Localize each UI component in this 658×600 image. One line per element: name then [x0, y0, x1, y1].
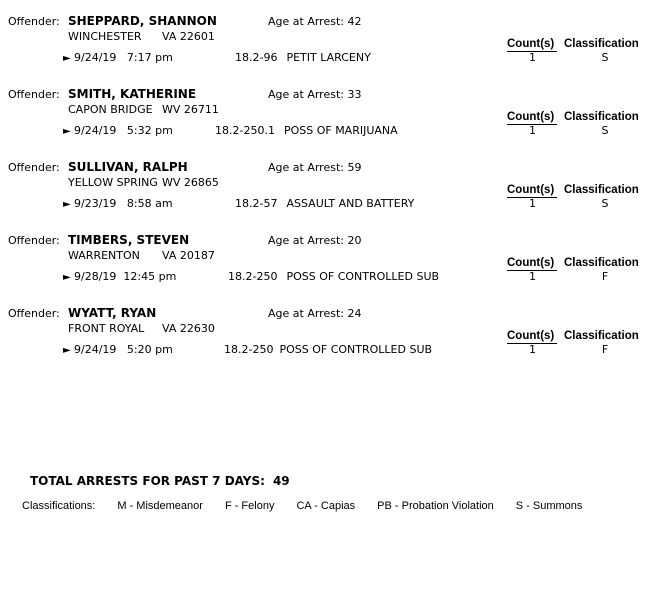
offender-city: YELLOW SPRING	[68, 176, 158, 189]
legend-item: S - Summons	[515, 500, 583, 512]
offender-state-zip: VA 22630	[162, 322, 215, 335]
counts-column-header: Count(s)	[507, 256, 557, 271]
charge-line	[228, 270, 439, 284]
classification-column-header: Classification	[564, 111, 639, 123]
charge-code: 18.2-96	[235, 51, 278, 64]
charge-line	[235, 51, 371, 65]
charge-description: POSS OF CONTROLLED SUB	[286, 270, 440, 283]
classification-value: F	[601, 343, 609, 356]
age-at-arrest	[268, 307, 361, 321]
offender-name: WYATT, RYAN	[68, 306, 157, 320]
charge-code: 18.2-250	[228, 270, 278, 283]
charge-line	[215, 124, 398, 138]
counts-column-header: Count(s)	[507, 37, 557, 52]
total-arrests-label: TOTAL ARRESTS FOR PAST 7 DAYS:	[30, 474, 265, 488]
charge-line	[235, 197, 414, 211]
offender-name: SULLIVAN, RALPH	[68, 160, 188, 174]
age-at-arrest	[268, 15, 361, 29]
classification-value: S	[601, 197, 609, 210]
count-value: 1	[529, 124, 536, 137]
arrest-marker-icon: ►	[63, 345, 71, 356]
legend-label: Classifications:	[22, 500, 96, 512]
age-label: Age at Arrest:	[268, 88, 344, 101]
count-value: 1	[529, 51, 536, 64]
offender-label: Offender:	[8, 307, 60, 320]
count-value: 1	[529, 270, 536, 283]
charge-line	[224, 343, 432, 357]
offender-record	[0, 160, 658, 233]
arrest-marker-icon: ►	[63, 272, 71, 283]
age-value: 42	[347, 15, 362, 28]
charge-description: POSS OF CONTROLLED SUB	[279, 343, 433, 356]
count-value: 1	[529, 343, 536, 356]
offender-city: FRONT ROYAL	[68, 322, 145, 335]
arrest-marker-icon: ►	[63, 199, 71, 210]
offender-city: WARRENTON	[68, 249, 140, 262]
count-value: 1	[529, 197, 536, 210]
arrest-datetime: 9/23/19 8:58 am	[74, 197, 173, 210]
offender-city: WINCHESTER	[68, 30, 142, 43]
offender-label: Offender:	[8, 15, 60, 28]
age-value: 33	[347, 88, 362, 101]
arrest-datetime: 9/24/19 5:20 pm	[74, 343, 173, 356]
offender-state-zip: WV 26865	[162, 176, 219, 189]
classification-column-header: Classification	[564, 257, 639, 269]
legend-item: CA - Capias	[296, 500, 356, 512]
age-at-arrest	[268, 161, 361, 175]
charge-description: POSS OF MARIJUANA	[283, 124, 398, 137]
offender-label: Offender:	[8, 234, 60, 247]
offender-label: Offender:	[8, 161, 60, 174]
classifications-legend	[22, 500, 582, 512]
offender-record	[0, 233, 658, 306]
offender-name: SHEPPARD, SHANNON	[68, 14, 217, 28]
offender-record	[0, 306, 658, 379]
charge-code: 18.2-250.1	[215, 124, 275, 137]
offender-state-zip: WV 26711	[162, 103, 219, 116]
offender-label: Offender:	[8, 88, 60, 101]
age-at-arrest	[268, 234, 361, 248]
counts-column-header: Count(s)	[507, 110, 557, 125]
legend-item: M - Misdemeanor	[117, 500, 203, 512]
age-label: Age at Arrest:	[268, 161, 344, 174]
offender-state-zip: VA 20187	[162, 249, 215, 262]
legend-item: F - Felony	[224, 500, 275, 512]
age-label: Age at Arrest:	[268, 234, 344, 247]
arrest-datetime: 9/28/19 12:45 pm	[74, 270, 177, 283]
total-arrests-value: 49	[272, 474, 290, 488]
classification-value: F	[601, 270, 609, 283]
counts-column-header: Count(s)	[507, 329, 557, 344]
offender-name: TIMBERS, STEVEN	[68, 233, 190, 247]
charge-description: ASSAULT AND BATTERY	[286, 197, 415, 210]
offender-record	[0, 14, 658, 87]
charge-code: 18.2-57	[235, 197, 278, 210]
age-value: 59	[347, 161, 362, 174]
age-at-arrest	[268, 88, 361, 102]
classification-value: S	[601, 51, 609, 64]
age-value: 24	[347, 307, 362, 320]
arrest-datetime: 9/24/19 7:17 pm	[74, 51, 173, 64]
charge-code: 18.2-250	[224, 343, 274, 356]
arrest-marker-icon: ►	[63, 126, 71, 137]
classification-column-header: Classification	[564, 38, 639, 50]
offender-city: CAPON BRIDGE	[68, 103, 153, 116]
age-label: Age at Arrest:	[268, 15, 344, 28]
arrest-datetime: 9/24/19 5:32 pm	[74, 124, 173, 137]
classification-column-header: Classification	[564, 184, 639, 196]
total-arrests-line	[30, 474, 290, 488]
classification-column-header: Classification	[564, 330, 639, 342]
offender-name: SMITH, KATHERINE	[68, 87, 197, 101]
age-label: Age at Arrest:	[268, 307, 344, 320]
offender-record	[0, 87, 658, 160]
arrest-marker-icon: ►	[63, 53, 71, 64]
classification-value: S	[601, 124, 609, 137]
counts-column-header: Count(s)	[507, 183, 557, 198]
charge-description: PETIT LARCENY	[286, 51, 371, 64]
offender-state-zip: VA 22601	[162, 30, 215, 43]
age-value: 20	[347, 234, 362, 247]
legend-item: PB - Probation Violation	[377, 500, 494, 512]
offender-records-list	[0, 14, 658, 379]
